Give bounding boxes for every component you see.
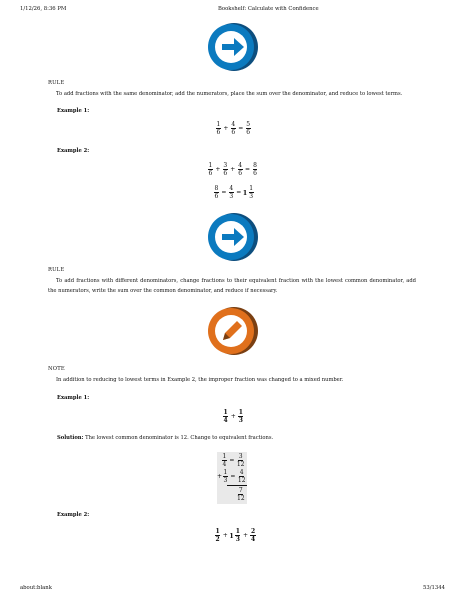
- arrow-right-icon: [207, 22, 259, 76]
- page-number: 53/1344: [422, 585, 445, 591]
- arrow-right-icon: [207, 212, 259, 266]
- example-label: Example 2:: [57, 148, 90, 154]
- note-label: NOTE: [48, 366, 65, 372]
- example-label: Example 1:: [57, 395, 90, 401]
- note-text: In addition to reducing to lowest terms in Example 2, the improper fraction was changed to a mixed number.: [56, 377, 344, 383]
- rule-label: RULE: [48, 80, 65, 86]
- example-label: Example 1:: [57, 108, 90, 114]
- equation: $\frac{8}{6}$ = $\frac{4}{3}$ = 1 1 3: [214, 185, 254, 200]
- pencil-icon: [207, 306, 259, 360]
- equation: 1 4 + $\frac{1}{3}$: [223, 409, 243, 424]
- equation: 1 6 + $\frac{4}{6}$ = $\frac{5}{6}$: [216, 121, 251, 136]
- rule-label: RULE: [48, 267, 65, 273]
- timestamp: 1/12/26, 8:36 PM: [20, 6, 67, 12]
- equation: 1 6 + $\frac{3}{6}$ + $\frac{4}{6}$ = $\frac{8}{6}$: [208, 162, 257, 177]
- rule-text: To add fractions with different denominators, change fractions to their equivalent fraction with the lowest common denominator, add the numerators, write the sum over the common denominator, and reduce if necessary.: [48, 278, 416, 294]
- solution-text: Solution: The lowest common denominator is 12. Change to equivalent fractions.: [57, 435, 274, 441]
- example-label: Example 2:: [57, 512, 90, 518]
- page-title: Bookshelf: Calculate with Confidence: [218, 6, 319, 12]
- equation: 1 2 + 1 1 3 + $\frac{2}{4}$: [215, 528, 256, 543]
- vertical-addition: $\frac{1}{4}$ = $\frac{3}{12}$ + $\frac{1}{3}$ = $\frac{4}{12}$ 7 12: [217, 453, 246, 502]
- rule-text: To add fractions with the same denominator, add the numerators, place the sum over the denominator, and reduce to lowest terms.: [56, 91, 403, 97]
- footer-url: about:blank: [20, 585, 52, 591]
